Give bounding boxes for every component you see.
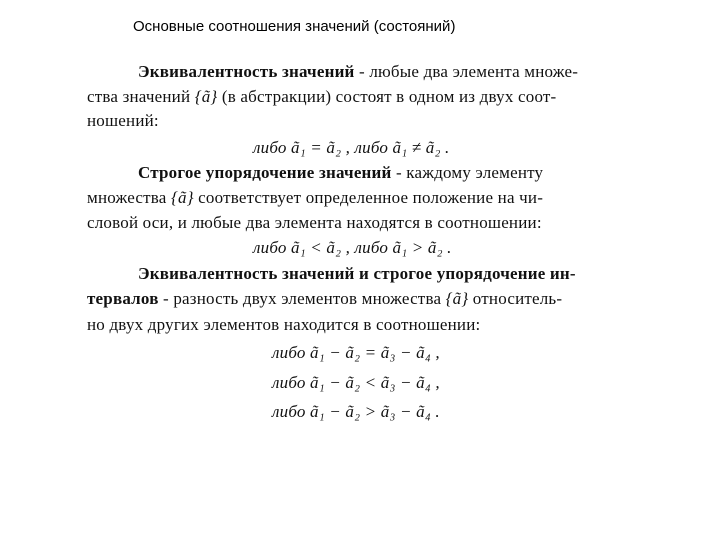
set-symbol: {ã}: [194, 87, 218, 106]
section3-line3: но двух других элементов находится в соотношении:: [87, 315, 481, 334]
set-symbol: {ã}: [171, 188, 194, 207]
section3-line2-a: - разность двух элементов множества: [158, 289, 446, 308]
section2-line2-a: множества: [87, 188, 171, 207]
section1-line2-b: (в абстракции) состоят в одном из двух соот-: [217, 87, 557, 106]
section3-line2-b: относитель-: [468, 289, 563, 308]
section2-line2: [87, 188, 543, 208]
section1-formula: либо ã₁ = ã₂ , либо ã₁ ≠ ã₂ .: [253, 138, 450, 157]
set-symbol: {ã}: [445, 289, 469, 308]
section2-line3: словой оси, и любые два элемента находятся в соотношении:: [87, 213, 542, 232]
section3-formula-lt: либо ã₁ − ã₂ < ã₃ − ã₄ ,: [272, 373, 440, 392]
section1-line1: [138, 62, 578, 82]
section2-line1-rest: - каждому элементу: [391, 163, 544, 182]
section3-term-line1: Эквивалентность значений и строгое упорядочение ин-: [138, 264, 576, 283]
section3-formula-eq: либо ã₁ − ã₂ = ã₃ − ã₄ ,: [272, 343, 440, 362]
section1-line2-a: ства значений: [87, 87, 195, 106]
section2-formula: либо ã₁ < ã₂ , либо ã₁ > ã₂ .: [253, 238, 452, 257]
section1-line1-rest: - любые два элемента множе-: [354, 62, 579, 81]
section1-term: Эквивалентность значений: [138, 62, 355, 81]
section3-line2: [87, 289, 562, 309]
section2-line1: [138, 163, 543, 183]
section1-line3: ношений:: [87, 111, 159, 130]
section2-term: Строгое упорядочение значений: [138, 163, 392, 182]
section3-term-line2: тервалов: [87, 289, 159, 308]
section1-line2: [87, 87, 556, 107]
slide-title: Основные соотношения значений (состояний): [133, 18, 456, 35]
section3-formula-gt: либо ã₁ − ã₂ > ã₃ − ã₄ .: [272, 402, 440, 421]
section2-line2-b: соответствует определенное положение на чи-: [193, 188, 544, 207]
